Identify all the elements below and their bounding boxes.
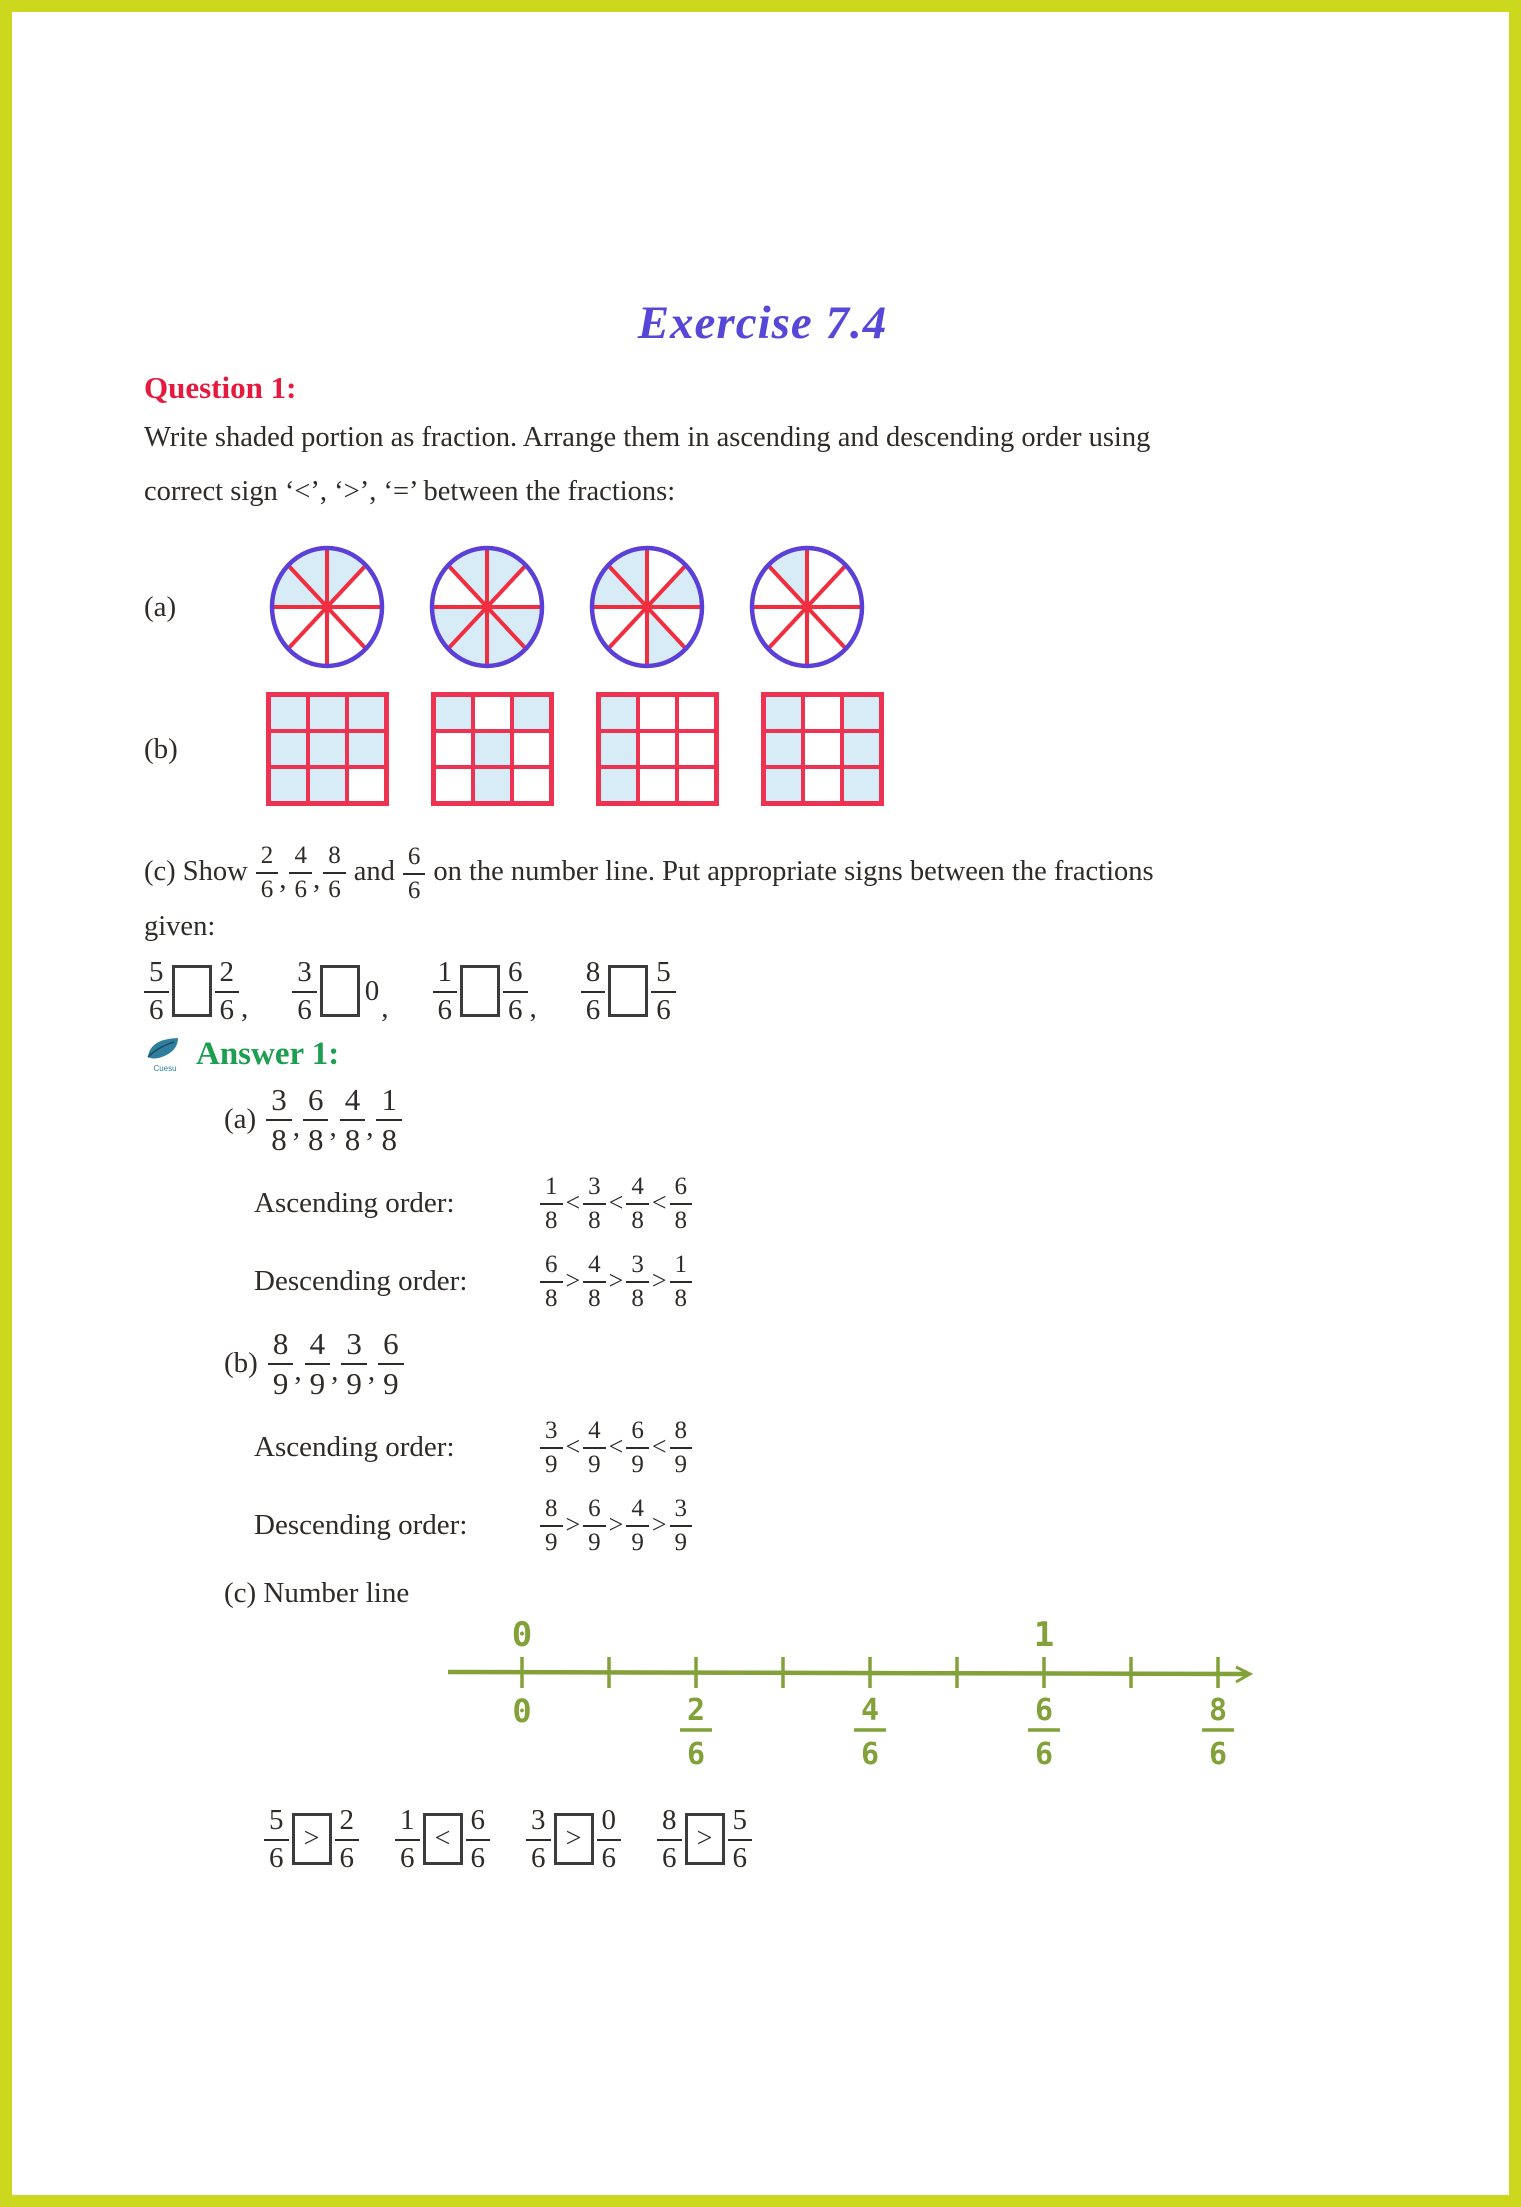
unshaded-cell (803, 767, 842, 803)
comparison-sign: > (565, 1266, 581, 1295)
page-content (12, 12, 1509, 2195)
comparison-sign: > (608, 1266, 624, 1295)
unshaded-cell (638, 731, 677, 767)
comparison-sign: > (651, 1266, 667, 1295)
numerator: 3 (341, 1327, 367, 1365)
denominator: 6 (400, 1842, 415, 1874)
denominator: 8 (545, 1207, 558, 1234)
denominator: 9 (545, 1529, 558, 1556)
numerator: 6 (670, 1173, 693, 1205)
comparison-item (395, 1805, 490, 1873)
fraction (626, 1173, 649, 1233)
numerator: 8 (670, 1417, 693, 1449)
numerator: 4 (626, 1173, 649, 1205)
comparison-sign: < (651, 1432, 667, 1461)
comma: , (331, 1354, 339, 1387)
numerator: 5 (728, 1805, 753, 1841)
fraction (583, 1417, 606, 1477)
shaded-cell (473, 731, 512, 767)
shaded-cell (308, 695, 347, 731)
denominator: 8 (344, 1122, 361, 1157)
denominator: 9 (588, 1451, 601, 1478)
comma: , (312, 863, 321, 895)
denominator: 6 (585, 994, 601, 1026)
ascending-label-a: Ascending order: (254, 1186, 455, 1219)
denominator: 8 (588, 1207, 601, 1234)
fraction (670, 1417, 693, 1477)
ascending-chain-a (540, 1173, 692, 1233)
fraction-numerator-label: 6 (1034, 1693, 1054, 1728)
answer-b-fractions (268, 1327, 404, 1399)
descending-label-a: Descending order: (254, 1264, 468, 1297)
shaded-cell (269, 695, 308, 731)
answer-b-label: (b) (224, 1346, 258, 1379)
numerator: 3 (583, 1173, 606, 1205)
answer-b-ascending-row (254, 1417, 1381, 1477)
numerator: 4 (340, 1083, 366, 1121)
grid-four-ninths (431, 692, 554, 806)
right-fraction (503, 957, 528, 1025)
denominator: 9 (272, 1366, 289, 1401)
answer-c-label: (c) Number line (224, 1577, 410, 1609)
unshaded-cell (803, 731, 842, 767)
empty-answer-box (460, 965, 500, 1017)
shaded-cell (473, 767, 512, 803)
circle-one-eighth (746, 542, 868, 672)
numerator: 8 (540, 1495, 563, 1527)
left-fraction (144, 957, 169, 1025)
fraction (540, 1251, 563, 1311)
numerator: 1 (670, 1251, 693, 1283)
part-a-label: (a) (144, 590, 177, 623)
right-fraction (215, 957, 240, 1025)
answer-b-list-row (224, 1327, 1381, 1399)
right-fraction (466, 1805, 491, 1873)
fraction (340, 1083, 366, 1155)
numerator: 4 (305, 1327, 331, 1365)
comma: , (292, 1110, 300, 1143)
sign-box: > (554, 1813, 594, 1865)
question-text-line2: correct sign ‘<’, ‘>’, ‘=’ between the fractions: (144, 476, 676, 507)
denominator: 8 (381, 1122, 397, 1157)
unshaded-cell (677, 767, 716, 803)
denominator: 9 (383, 1366, 399, 1401)
comparison-sign: > (608, 1510, 624, 1539)
denominator: 6 (328, 875, 341, 903)
comparison-item (292, 957, 388, 1025)
comma: , (241, 992, 249, 1024)
leaf-icon (144, 1035, 186, 1065)
fraction-denominator-label: 6 (860, 1737, 880, 1772)
unshaded-cell (434, 731, 473, 767)
numerator: 6 (466, 1805, 491, 1841)
denominator: 6 (297, 994, 312, 1026)
numerator: 6 (403, 843, 426, 875)
denominator: 6 (260, 875, 274, 903)
fraction (289, 842, 312, 902)
answer-heading: Answer 1: (196, 1035, 340, 1072)
descending-label-b: Descending order: (254, 1508, 468, 1541)
number-line-figure (442, 1616, 1381, 1793)
grid-eight-ninths (266, 692, 389, 806)
denominator: 8 (674, 1207, 688, 1234)
fraction (341, 1327, 367, 1399)
answer-a-label: (a) (224, 1102, 257, 1135)
numerator: 8 (323, 842, 346, 874)
grid-six-ninths (761, 692, 884, 806)
fraction (323, 842, 346, 902)
part-b-label: (b) (144, 732, 178, 765)
given-label: given: (144, 911, 216, 942)
comma: , (367, 1354, 376, 1387)
numerator: 8 (657, 1805, 682, 1841)
shaded-cell (512, 695, 551, 731)
numerator: 5 (651, 957, 676, 993)
shaded-cell (308, 731, 347, 767)
part-c-sentence (144, 840, 1381, 903)
part-c-suffix: on the number line. Put appropriate signs between the fractions (433, 855, 1154, 887)
sign-box: > (292, 1813, 332, 1865)
denominator: 8 (674, 1285, 688, 1312)
denominator: 6 (294, 875, 307, 903)
comma: , (294, 1354, 302, 1387)
shaded-cell (269, 731, 308, 767)
question-text-line1: Write shaded portion as fraction. Arrange them in ascending and descending order using (144, 422, 1151, 453)
numerator: 3 (526, 1805, 551, 1841)
denominator: 9 (674, 1529, 688, 1556)
comparison-item (526, 1805, 621, 1873)
answer-b-descending-row (254, 1495, 1381, 1555)
left-fraction (264, 1805, 289, 1873)
fraction (583, 1495, 606, 1555)
shaded-cell (599, 695, 638, 731)
unshaded-cell (512, 767, 551, 803)
numerator: 3 (292, 957, 317, 993)
tick-bottom-label: 0 (512, 1692, 532, 1730)
part-a-row (144, 542, 1381, 672)
denominator: 9 (631, 1529, 644, 1556)
shaded-cell (764, 695, 803, 731)
ascending-chain-b (540, 1417, 692, 1477)
comparison-item (433, 957, 537, 1025)
shaded-cell (347, 695, 386, 731)
denominator: 9 (545, 1451, 558, 1478)
fraction-denominator-label: 6 (1034, 1737, 1054, 1772)
numerator: 1 (540, 1173, 563, 1205)
fraction-numerator-label: 8 (1208, 1693, 1228, 1728)
left-fraction (292, 957, 317, 1025)
fraction (583, 1173, 606, 1233)
comma: , (279, 863, 287, 895)
shaded-cell (434, 695, 473, 731)
denominator: 8 (271, 1122, 287, 1157)
numerator: 2 (256, 842, 279, 874)
denominator: 6 (531, 1842, 546, 1874)
comparison-sign: < (651, 1188, 667, 1217)
part-c-last-fraction (403, 840, 426, 903)
part-c-prefix: (c) Show (144, 855, 248, 887)
logo-caption: Cuesu (153, 1064, 177, 1073)
denominator: 6 (219, 994, 234, 1026)
page-title: Exercise 7.4 (637, 297, 888, 349)
numerator: 6 (503, 957, 528, 993)
shaded-cell (269, 767, 308, 803)
shaded-cell (308, 767, 347, 803)
numerator: 6 (540, 1251, 563, 1283)
fraction (303, 1083, 329, 1155)
unshaded-cell (638, 767, 677, 803)
numerator: 4 (626, 1495, 649, 1527)
denominator: 6 (470, 1842, 485, 1874)
numerator: 3 (266, 1083, 292, 1121)
left-fraction (433, 957, 458, 1025)
descending-chain-a (540, 1251, 692, 1311)
unshaded-cell (638, 695, 677, 731)
numerator: 6 (378, 1327, 404, 1365)
numerator: 3 (626, 1251, 649, 1283)
comparison-sign: < (565, 1188, 581, 1217)
left-fraction (526, 1805, 551, 1873)
answer-a-ascending-row (254, 1173, 1381, 1233)
unshaded-cell (434, 767, 473, 803)
shaded-cell (842, 695, 881, 731)
comparison-sign: < (565, 1432, 581, 1461)
fraction (540, 1417, 563, 1477)
comparison-item (264, 1805, 359, 1873)
comparison-item (144, 957, 248, 1025)
answer-a-list-row (224, 1083, 1381, 1155)
denominator: 6 (656, 994, 671, 1026)
unshaded-cell (677, 695, 716, 731)
denominator: 9 (674, 1451, 688, 1478)
denominator: 6 (601, 1842, 616, 1874)
fraction (378, 1327, 404, 1399)
fraction (583, 1251, 606, 1311)
denominator: 6 (407, 877, 421, 904)
denominator: 8 (631, 1285, 644, 1312)
denominator: 6 (339, 1842, 354, 1874)
question-heading: Question 1: (144, 370, 297, 405)
denominator: 8 (545, 1285, 558, 1312)
numerator: 1 (395, 1805, 420, 1841)
fraction (540, 1495, 563, 1555)
fraction-circles-figure (266, 542, 868, 672)
publisher-logo (144, 1035, 186, 1073)
denominator: 8 (588, 1285, 601, 1312)
denominator: 6 (437, 994, 452, 1026)
fraction (626, 1495, 649, 1555)
denominator: 6 (662, 1842, 677, 1874)
part-c-conjunction: and (353, 855, 395, 887)
left-fraction (581, 957, 606, 1025)
numerator: 3 (540, 1417, 563, 1449)
fraction (266, 1083, 292, 1155)
circle-six-eighths (426, 542, 548, 672)
denominator: 6 (269, 1842, 284, 1874)
answer-heading-row (144, 1035, 1381, 1073)
empty-answer-box (320, 965, 360, 1017)
numerator: 0 (597, 1805, 622, 1841)
part-b-row (144, 692, 1381, 806)
right-fraction (728, 1805, 753, 1873)
fraction-denominator-label: 6 (1208, 1737, 1228, 1772)
shaded-cell (764, 731, 803, 767)
fraction-numerator-label: 4 (860, 1693, 880, 1728)
sign-box: < (423, 1813, 463, 1865)
denominator: 9 (346, 1366, 362, 1401)
fraction (670, 1495, 693, 1555)
left-fraction (657, 1805, 682, 1873)
tick-top-label: 0 (511, 1616, 533, 1655)
numerator: 4 (583, 1251, 606, 1283)
grid-three-ninths (596, 692, 719, 806)
right-fraction (651, 957, 676, 1025)
numerator: 4 (289, 842, 312, 874)
right-value: 0 (364, 974, 380, 1007)
unshaded-cell (512, 731, 551, 767)
fraction (268, 1327, 294, 1399)
circle-four-eighths (586, 542, 708, 672)
shaded-cell (347, 731, 386, 767)
numerator: 6 (583, 1495, 606, 1527)
comma: , (529, 992, 537, 1024)
comma: , (366, 1110, 374, 1143)
denominator: 6 (149, 994, 164, 1026)
unshaded-cell (347, 767, 386, 803)
numerator: 2 (215, 957, 240, 993)
denominator: 6 (508, 994, 523, 1026)
denominator: 6 (732, 1842, 747, 1874)
fraction (670, 1251, 693, 1311)
unshaded-cell (803, 695, 842, 731)
empty-answer-box (172, 965, 212, 1017)
answer-a-descending-row (254, 1251, 1381, 1311)
descending-chain-b (540, 1495, 692, 1555)
number-line (442, 1616, 1262, 1788)
fraction (256, 842, 279, 902)
numerator: 1 (433, 957, 458, 993)
sign-box: > (685, 1813, 725, 1865)
fraction (403, 843, 426, 903)
shaded-cell (599, 767, 638, 803)
numerator: 2 (335, 1805, 360, 1841)
comparison-item (657, 1805, 752, 1873)
final-comparisons-row (264, 1805, 1381, 1873)
left-fraction (395, 1805, 420, 1873)
numerator: 8 (581, 957, 606, 993)
fraction (305, 1327, 331, 1399)
fraction-numerator-label: 2 (686, 1693, 706, 1728)
number-line-axis (448, 1672, 1248, 1674)
part-c-fractions (256, 842, 346, 902)
given-comparisons-row (144, 957, 1381, 1025)
numerator: 3 (670, 1495, 693, 1527)
numerator: 5 (144, 957, 169, 993)
empty-answer-box (608, 965, 648, 1017)
denominator: 8 (631, 1207, 644, 1234)
shaded-cell (842, 767, 881, 803)
right-fraction (335, 1805, 360, 1873)
tick-top-label: 1 (1033, 1616, 1055, 1655)
denominator: 9 (309, 1366, 326, 1401)
comma: , (329, 1110, 337, 1143)
comparison-sign: < (608, 1432, 624, 1461)
numerator: 4 (583, 1417, 606, 1449)
shaded-cell (599, 731, 638, 767)
fraction (670, 1173, 693, 1233)
unshaded-cell (473, 695, 512, 731)
denominator: 8 (307, 1122, 324, 1157)
fraction-denominator-label: 6 (686, 1737, 706, 1772)
denominator: 9 (631, 1451, 644, 1478)
fraction (626, 1417, 649, 1477)
fraction (376, 1083, 402, 1155)
circle-three-eighths (266, 542, 388, 672)
numerator: 6 (626, 1417, 649, 1449)
comparison-sign: > (565, 1510, 581, 1539)
numerator: 6 (303, 1083, 329, 1121)
answer-a-fractions (266, 1083, 402, 1155)
fraction (626, 1251, 649, 1311)
numerator: 8 (268, 1327, 294, 1365)
comparison-item (581, 957, 676, 1025)
numerator: 1 (376, 1083, 402, 1121)
fraction-grids-figure (266, 692, 884, 806)
right-fraction (597, 1805, 622, 1873)
shaded-cell (842, 731, 881, 767)
fraction (540, 1173, 563, 1233)
unshaded-cell (677, 731, 716, 767)
shaded-cell (764, 767, 803, 803)
comparison-sign: > (651, 1510, 667, 1539)
numerator: 5 (264, 1805, 289, 1841)
comma: , (381, 992, 389, 1024)
comparison-sign: < (608, 1188, 624, 1217)
ascending-label-b: Ascending order: (254, 1430, 455, 1463)
denominator: 9 (588, 1529, 601, 1556)
